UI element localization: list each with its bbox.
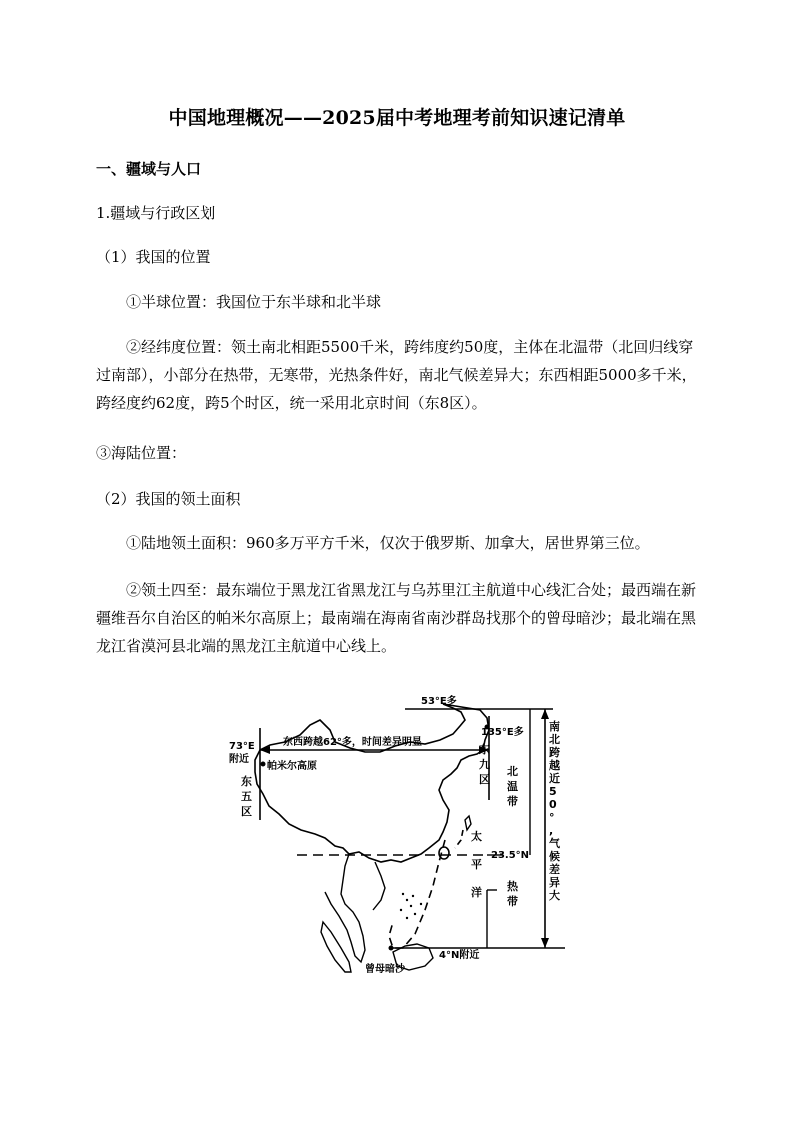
- label-pacific: 太平洋: [471, 830, 482, 899]
- south-sea-islands: [400, 893, 422, 919]
- hemisphere-position-text: ①半球位置：我国位于东半球和北半球: [126, 293, 382, 311]
- china-extent-map: [225, 690, 570, 990]
- label-lat-top: 53°E多: [421, 696, 457, 707]
- china-extent-map-svg: [225, 690, 570, 990]
- sea-land-position-text: ③海陆位置：: [96, 444, 187, 462]
- label-west-zone: 东五区: [241, 775, 252, 818]
- section-heading: 一、疆域与人口: [96, 160, 202, 178]
- maritime-boundary-east: [455, 830, 463, 848]
- label-lon-west: 73°E: [229, 741, 255, 752]
- label-pamir: 帕米尔高原: [267, 761, 317, 772]
- item-heading-area: （2）我国的领土面积: [96, 490, 241, 508]
- latlon-position-text: ②经纬度位置：领土南北相距5500千米，跨纬度约50度，主体在北温带（北回归线穿过南部），小部分在热带，无寒带，光热条件好，南北气候差异大；东西相距5000多千米，跨经度约62度，跨5个时区，统一采用北京时间（东8区）。: [96, 338, 697, 412]
- territory-extremes-text: ②领土四至：最东端位于黑龙江省黑龙江与乌苏里江主航道中心线汇合处；最西端在新疆维吾尔自治区的帕米尔高原上；最南端在海南省南沙群岛找那个的曾母暗沙；最北端在黑龙江省漠河县北端的黑龙江主航道中心线上。: [96, 581, 697, 655]
- label-lon-east: 135°E多: [481, 727, 524, 738]
- label-west-near: 附近: [229, 754, 249, 765]
- document-title: 中国地理概况——2025届中考地理考前知识速记清单: [168, 107, 626, 129]
- southeast-asia-outline: [325, 854, 385, 962]
- label-tropical: 热带: [507, 880, 518, 908]
- subsection-heading: 1.疆域与行政区划: [96, 204, 216, 222]
- item-heading-position: （1）我国的位置: [96, 248, 211, 266]
- label-zengmu: 曾母暗沙: [365, 964, 405, 975]
- label-ew-span: 东西跨越62°多，时间差异明显: [283, 737, 422, 748]
- label-temperate: 北温带: [507, 765, 518, 808]
- label-tropic: 23.5°N: [491, 850, 530, 861]
- land-area-text: ①陆地领土面积：960多万平方千米，仅次于俄罗斯、加拿大，居世界第三位。: [126, 534, 650, 552]
- label-ns-span: 南北跨越近 5 0 ° ,气候差异大: [549, 720, 560, 902]
- label-east-zone: 东九区: [479, 743, 490, 786]
- china-outline: [255, 704, 489, 862]
- label-south-lat: 4°N附近: [439, 950, 480, 961]
- taiwan-island: [465, 816, 471, 830]
